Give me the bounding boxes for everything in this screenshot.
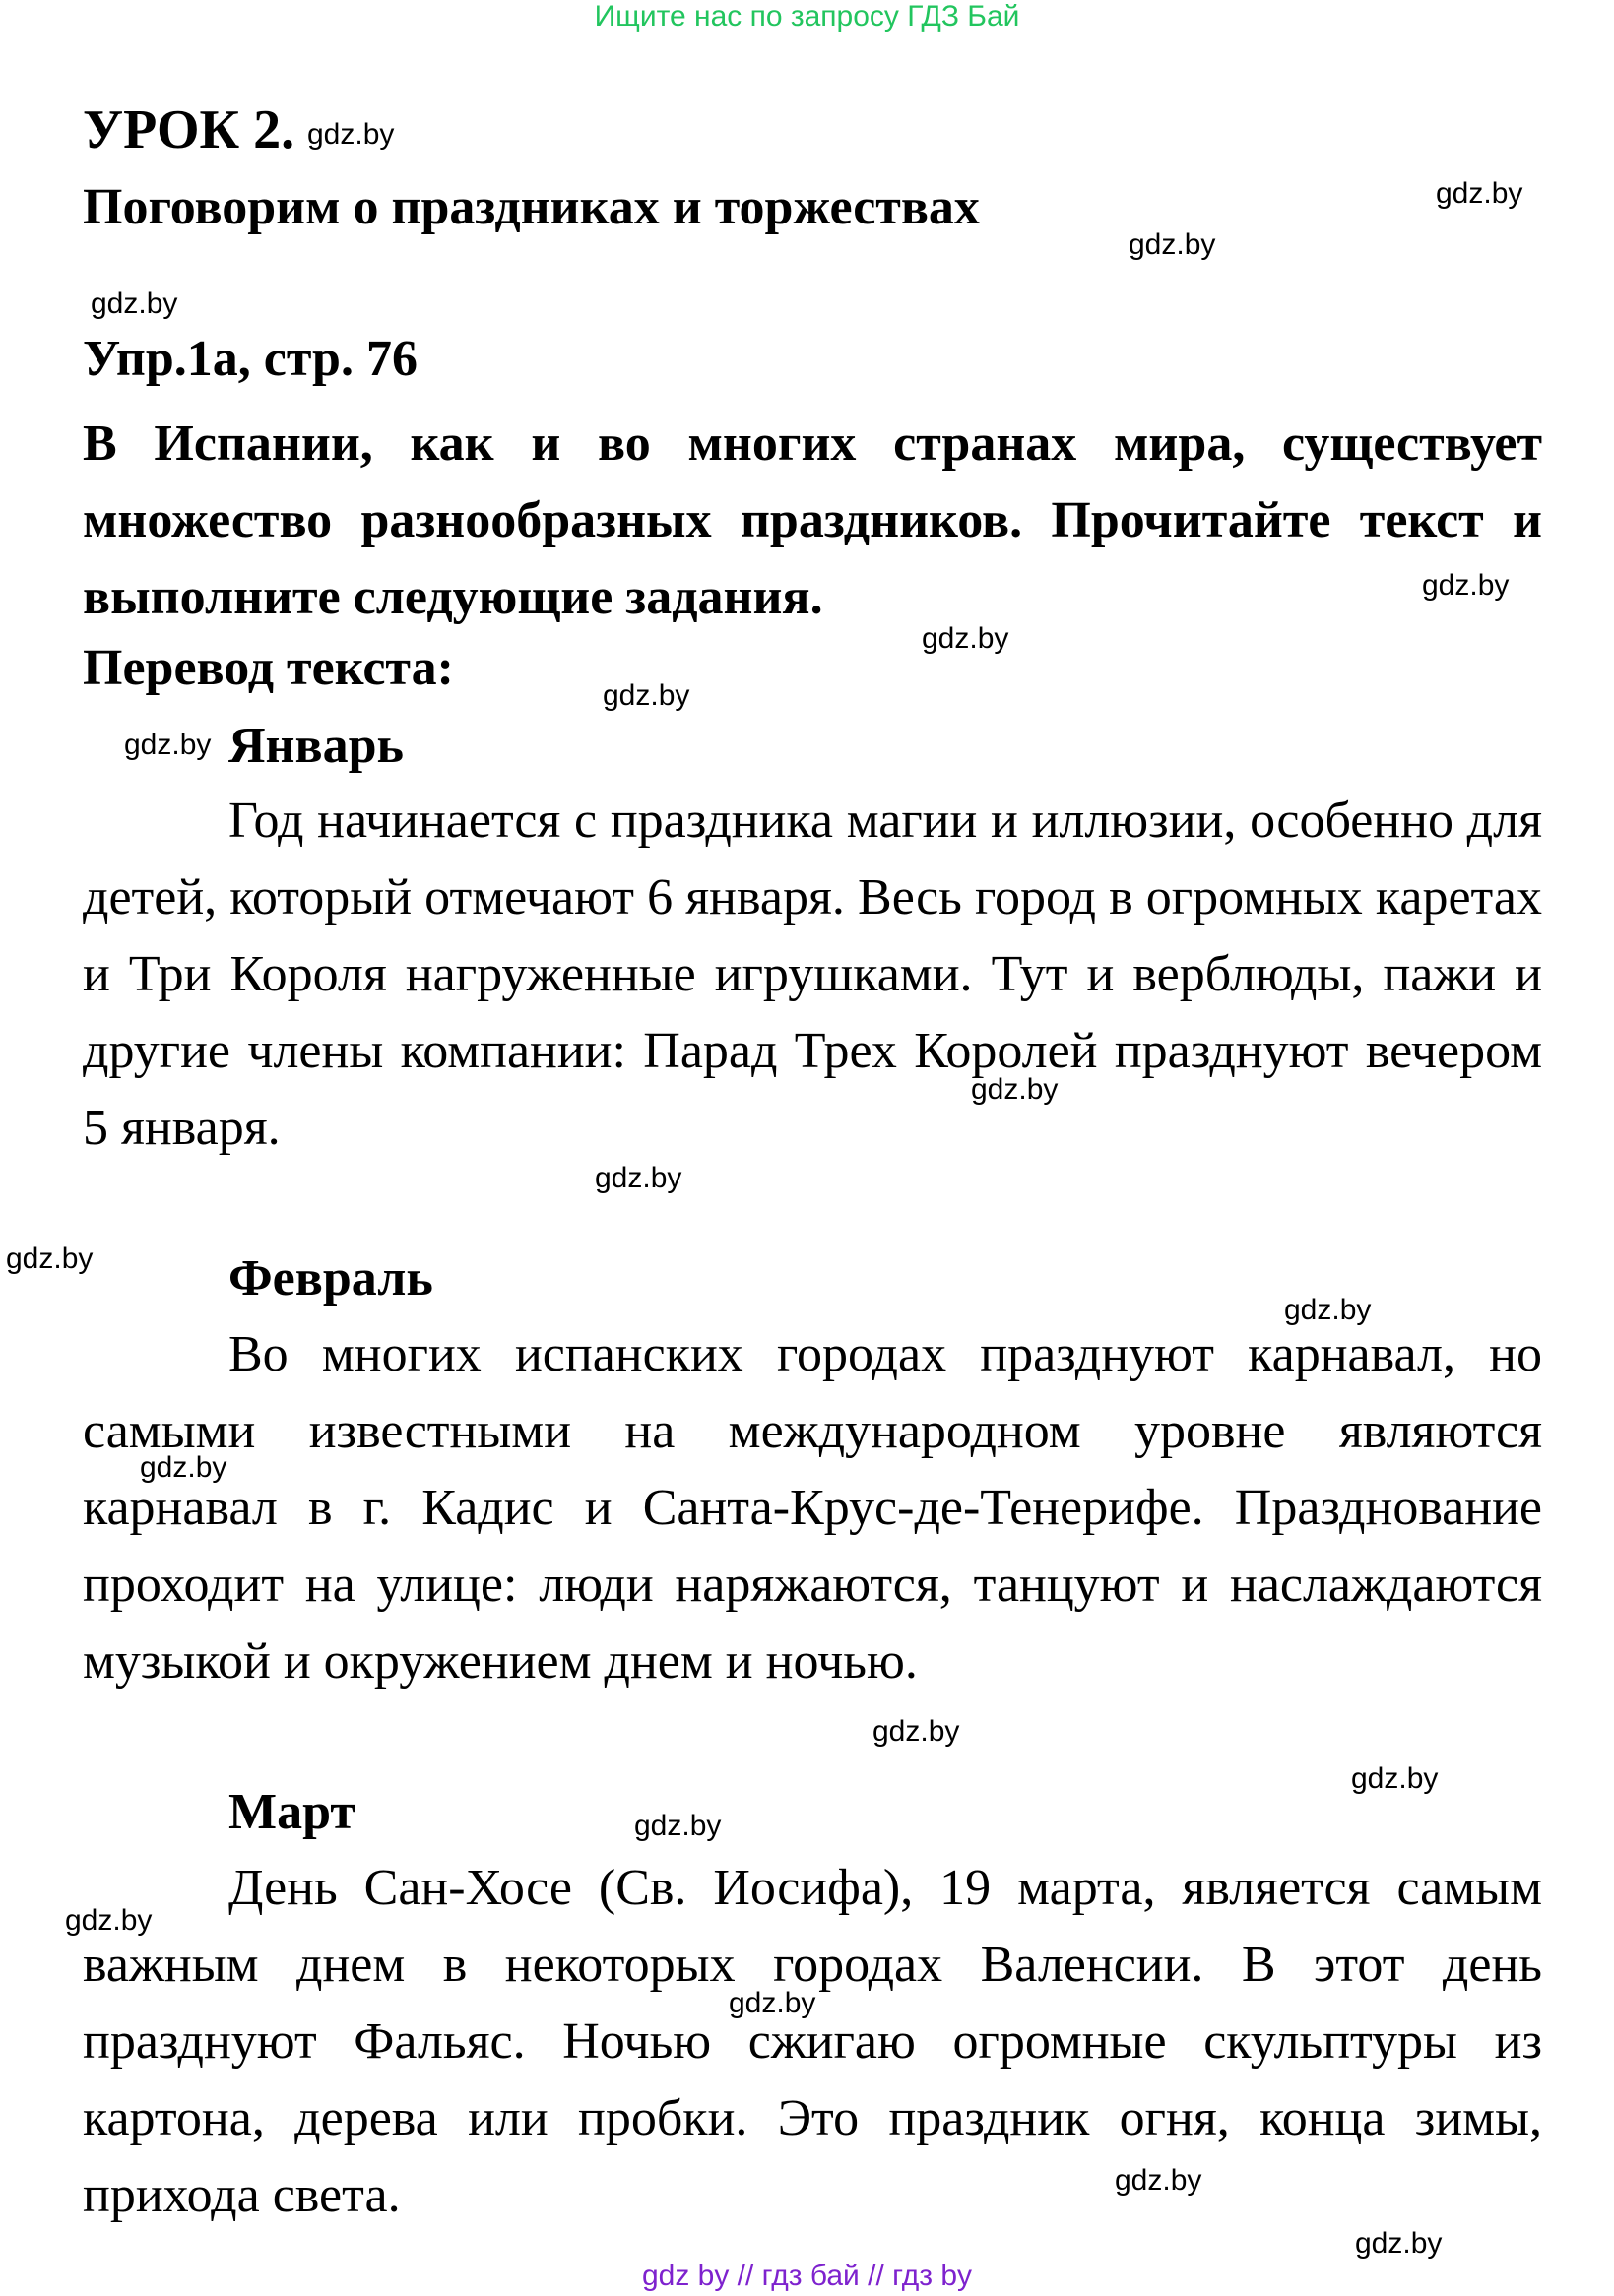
footer-banner: gdz by // гдз бай // гдз by [641,2260,973,2292]
watermark: gdz.by [140,1451,227,1484]
lesson-subtitle: Поговорим о праздниках и торжествах [83,179,980,235]
watermark: gdz.by [65,1904,153,1937]
translation-label: Перевод текста: [83,640,454,696]
watermark: gdz.by [124,729,212,761]
watermark: gdz.by [91,287,178,320]
watermark: gdz.by [634,1810,722,1842]
paragraph-february: Во многих испанских городах празднуют карнавал, но самыми известными на международном уровне являются карнавал в г. Кадис и Санта-Крус-де-Тенерифе. Празднование проходит на улице: люди наряжаются, танцуют и наслаждаются музыкой и окружением днем и ночью. [83,1326,1542,1690]
watermark: gdz.by [1115,2164,1202,2197]
paragraph-january: Год начинается с праздника магии и иллюзии, особенно для детей, который отмечают 6 января. Весь город в огромных каретах и Три Короля нагруженные игрушками. Тут и верблюды, пажи и другие члены компании: Парад Трех Королей празднуют вечером 5 января. [83,793,1542,1156]
watermark: gdz.by [922,622,1009,655]
watermark: gdz.by [603,679,690,712]
top-banner: Ищите нас по запросу ГДЗ Бай [594,0,1020,32]
watermark: gdz.by [729,1987,816,2019]
month-heading-january: Январь [228,718,405,774]
watermark: gdz.by [971,1073,1059,1106]
lesson-title: УРОК 2. [83,99,295,160]
watermark: gdz.by [1422,569,1510,602]
watermark: gdz.by [595,1162,682,1194]
watermark: gdz.by [1355,2227,1443,2260]
watermark: gdz.by [6,1243,94,1275]
watermark: gdz.by [872,1715,960,1748]
exercise-reference: Упр.1а, стр. 76 [83,331,418,387]
exercise-task: В Испании, как и во многих странах мира, существует множество разнообразных праздников. Прочитайте текст и выполните следующие задания. [83,415,1542,625]
watermark: gdz.by [1351,1762,1439,1795]
watermark: gdz.by [1129,228,1216,261]
paragraph-march: День Сан-Хосе (Св. Иосифа), 19 марта, является самым важным днем в некоторых городах Валенсии. В этот день празднуют Фальяс. Ночью сжигаю огромные скульптуры из картона, дерева или пробки. Это праздник огня, конца зимы, прихода света. [83,1860,1542,2223]
month-heading-march: Март [228,1784,355,1840]
watermark: gdz.by [307,118,395,151]
watermark: gdz.by [1436,177,1523,210]
month-heading-february: Февраль [228,1250,433,1307]
watermark: gdz.by [1284,1294,1372,1326]
